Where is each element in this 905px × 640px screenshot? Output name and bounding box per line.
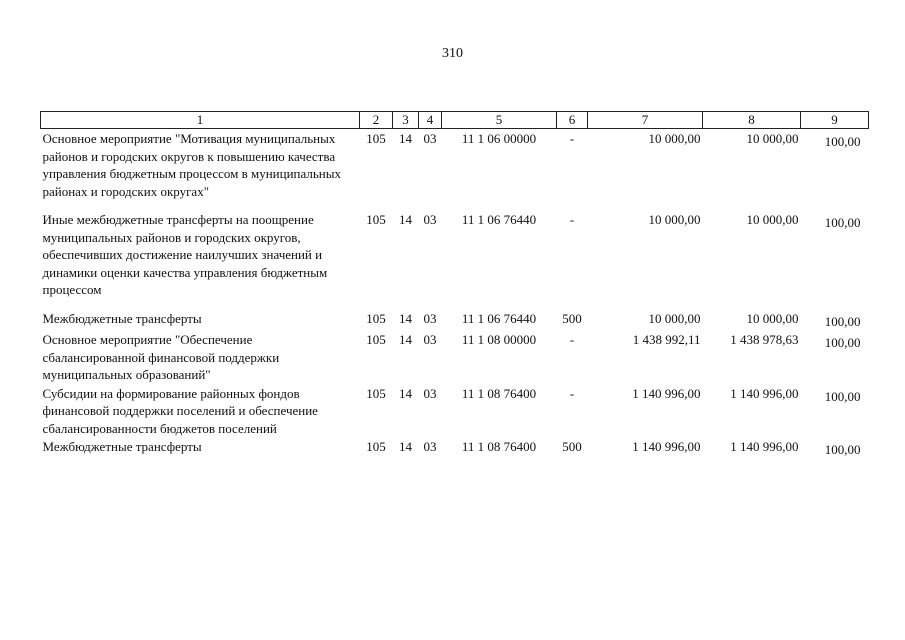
page-number: 310: [442, 46, 463, 61]
header-col-9: 9: [801, 112, 869, 129]
row-percent: 100,00: [824, 388, 861, 404]
row-expense-type: -: [569, 385, 575, 401]
row-expense-type: -: [569, 212, 575, 227]
row-percent: 100,00: [824, 313, 861, 329]
row-percent: 100,00: [824, 335, 861, 350]
header-col-1: 1: [41, 112, 360, 129]
budget-table: [40, 111, 869, 459]
row-subsection: 03: [423, 385, 437, 401]
header-row: [41, 112, 869, 129]
table-row: [41, 384, 869, 438]
row-target-code: 11 1 08 76400: [461, 385, 537, 401]
row-section: 14: [399, 332, 412, 347]
row-subsection: 03: [423, 332, 437, 347]
row-admin-code: 105: [366, 385, 386, 401]
row-name: Основное мероприятие "Обеспечение сбалансированной финансовой поддержки муниципальных образований": [42, 332, 280, 382]
row-target-code: 11 1 06 76440: [461, 212, 537, 227]
row-planned: 1 438 992,11: [632, 332, 701, 347]
header-col-5: 5: [442, 112, 557, 129]
row-expense-type: 500: [562, 310, 582, 326]
row-executed: 10 000,00: [746, 131, 799, 146]
table-row: [41, 210, 869, 309]
row-target-code: 11 1 08 00000: [461, 332, 537, 347]
row-section: 14: [399, 439, 412, 454]
row-executed: 10 000,00: [746, 310, 799, 326]
header-col-3: 3: [393, 112, 419, 129]
row-planned: 10 000,00: [648, 131, 701, 146]
row-section: 14: [399, 131, 412, 146]
table-row: [41, 330, 869, 384]
row-name: Межбюджетные трансферты: [42, 310, 202, 326]
header-col-6: 6: [557, 112, 588, 129]
row-admin-code: 105: [366, 131, 386, 146]
row-planned: 1 140 996,00: [632, 439, 701, 454]
row-section: 14: [399, 310, 412, 326]
row-admin-code: 105: [366, 212, 386, 227]
row-subsection: 03: [423, 131, 437, 146]
row-percent: 100,00: [824, 134, 861, 149]
row-target-code: 11 1 08 76400: [461, 439, 537, 454]
row-target-code: 11 1 06 76440: [461, 310, 537, 326]
row-planned: 10 000,00: [648, 212, 701, 227]
row-section: 14: [399, 212, 412, 227]
header-col-2: 2: [360, 112, 393, 129]
row-executed: 10 000,00: [746, 212, 799, 227]
row-executed: 1 140 996,00: [730, 439, 799, 454]
row-subsection: 03: [423, 310, 437, 326]
row-subsection: 03: [423, 439, 437, 454]
row-executed: 1 140 996,00: [730, 385, 799, 401]
row-percent: 100,00: [824, 442, 861, 457]
row-planned: 10 000,00: [648, 310, 701, 326]
row-expense-type: -: [569, 131, 575, 146]
row-section: 14: [399, 385, 412, 401]
table-header: [41, 112, 869, 129]
row-percent: 100,00: [824, 215, 861, 230]
row-admin-code: 105: [366, 310, 386, 326]
row-name: Иные межбюджетные трансферты на поощрение муниципальных районов и городских округов, обеспечивших достижение наилучших значений и динамики оценки качества управления бюджетным процессом: [42, 212, 328, 297]
header-col-7: 7: [588, 112, 703, 129]
header-col-4: 4: [419, 112, 442, 129]
row-subsection: 03: [423, 212, 437, 227]
row-planned: 1 140 996,00: [632, 385, 701, 401]
table-row: [41, 309, 869, 331]
table-row: [41, 437, 869, 459]
table-row: [41, 129, 869, 211]
row-admin-code: 105: [366, 332, 386, 347]
row-expense-type: -: [569, 332, 575, 347]
row-admin-code: 105: [366, 439, 386, 454]
row-executed: 1 438 978,63: [730, 332, 799, 347]
table-body: [41, 129, 869, 459]
row-target-code: 11 1 06 00000: [461, 131, 537, 146]
row-expense-type: 500: [562, 439, 582, 454]
row-name: Основное мероприятие "Мотивация муниципальных районов и городских округов к повышению качества управления бюджетным процессом в муниципальных районах и городских округах": [42, 131, 341, 199]
header-col-8: 8: [703, 112, 801, 129]
row-name: Субсидии на формирование районных фондов финансовой поддержки поселений и обеспечение сбалансированности бюджетов поселений: [42, 385, 318, 436]
row-name: Межбюджетные трансферты: [42, 439, 202, 454]
